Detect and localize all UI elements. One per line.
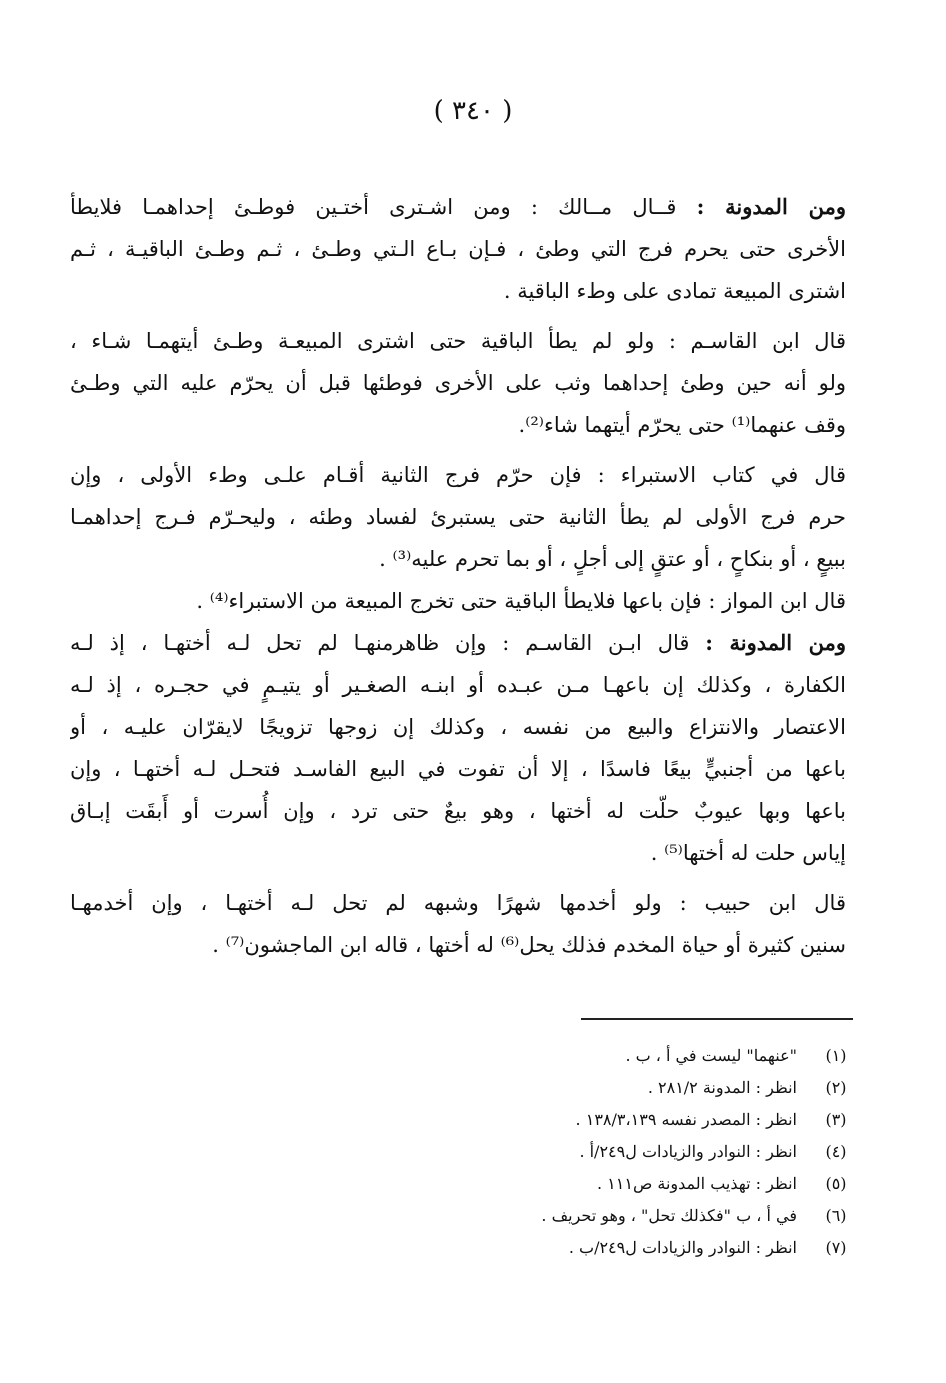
text-line: سنين كثيرة أو حياة المخدم فذلك يحل⁽⁶⁾ له أختها ، قاله ابن الماجشون⁽⁷⁾ . <box>212 933 846 957</box>
paragraph-lead: ومن المدونة : <box>696 194 846 219</box>
text-line: الكفارة ، وكذلك إن باعهـا مـن عبـده أو ابنـه الصغـير أو يتيـمٍ في حجـره ، إذ لـه <box>70 673 846 697</box>
footnote <box>300 1104 855 1136</box>
footnote <box>300 1200 855 1232</box>
text-line: قال ابن القاسـم : ولو لم يطأ الباقية حتى اشترى المبيعـة وطـئ أيتهمـا شـاء ، <box>70 329 846 353</box>
footnote <box>300 1072 855 1104</box>
footnote <box>300 1232 855 1264</box>
footnote-text: انظر : تهذيب المدونة ص١١١ . <box>597 1174 797 1193</box>
footnotes <box>300 1040 855 1264</box>
footnote-number: (٧) <box>825 1238 847 1257</box>
footnote <box>300 1136 855 1168</box>
footnote-number: (٤) <box>825 1142 847 1161</box>
paragraph-lead: ومن المدونة : <box>705 630 846 655</box>
text-line: إياس حلت له أختها⁽⁵⁾ . <box>650 841 846 865</box>
footnote-text: في أ ، ب "فكذلك تحل" ، وهو تحريف . <box>541 1206 797 1225</box>
footnote-text: انظر : المدونة ٢٨١/٢ . <box>647 1078 797 1097</box>
footnote-text: انظر : النوادر والزيادات ل٢٤٩/ب . <box>568 1238 797 1257</box>
text-line: الأخرى حتى يحرم فرج التي وطئ ، فـإن بـاع الـتي وطـئ ، ثـم وطـئ الباقيـة ، ثـم <box>70 237 846 261</box>
text-line: باعها من أجنبيٍّ بيعًا فاسدًا ، إلا أن تفوت في البيع الفاسـد فتحـل لـه أختهـا ، وإن <box>70 757 846 781</box>
footnote-number: (١) <box>825 1046 847 1065</box>
main-text <box>70 186 846 966</box>
text-line: قال ابن حبيب : ولو أخدمها شهرًا وشبهه لم تحل لـه أختهـا ، وإن أخدمهـا <box>70 891 846 915</box>
text-line: ببيعٍ ، أو بنكاحٍ ، أو عتقٍ إلى أجلٍ ، أو بما تحرم عليه⁽³⁾ . <box>379 547 846 571</box>
footnote-number: (٦) <box>825 1206 847 1225</box>
footnote-text: "عنهما" ليست في أ ، ب . <box>625 1046 797 1065</box>
footnote-separator <box>581 1018 853 1020</box>
text-line: ومن المدونة : قــال مــالك : ومن اشـترى أختـين فوطـئ إحداهمـا فلايطأ <box>70 194 846 219</box>
text-line: قال في كتاب الاستبراء : فإن حرّم فرج الثانية أقـام علـى وطء الأولى ، وإن <box>70 463 846 487</box>
text-line: ولو أنه حين وطئ إحداهما وثب على الأخرى فوطئها قبل أن يحرّم عليه التي وطـئ <box>70 371 846 395</box>
text-line: قال ابن المواز : فإن باعها فلايطأ الباقية حتى تخرج المبيعة من الاستبراء⁽⁴⁾ . <box>196 589 846 613</box>
text-line: الاعتصار والانتزاع والبيع من نفسه ، وكذلك إن زوجها تزويجًا لايقرّان عليـه ، أو <box>70 715 846 739</box>
page-number: ( ٣٤٠ ) <box>433 96 513 126</box>
footnote <box>300 1168 855 1200</box>
text-line: ومن المدونة : قال ابـن القاسـم : وإن ظاهرمنهـا لم تحل لـه أختهـا ، إذ لـه <box>70 630 846 655</box>
text-line: باعها وبها عيوبٌ حلّت له أختها ، وهو بيعٌ حتى ترد ، وإن أُسرت أو أَبقَت إبـاق <box>70 799 846 823</box>
footnote-number: (٥) <box>825 1174 847 1193</box>
text-line: حرم فرج الأولى لم يطأ الثانية حتى يستبرئ لفساد وطئه ، وليحـرّم فـرج إحداهمـا <box>70 505 846 529</box>
text-line: وقف عنهما⁽¹⁾ حتى يحرّم أيتهما شاء⁽²⁾. <box>518 413 846 437</box>
footnote <box>300 1040 855 1072</box>
footnote-number: (٢) <box>825 1078 847 1097</box>
footnote-number: (٣) <box>825 1110 847 1129</box>
text-line: اشترى المبيعة تمادى على وطء الباقية . <box>503 279 846 303</box>
footnote-text: انظر : المصدر نفسه ١٣٨/٣،١٣٩ . <box>575 1110 797 1129</box>
footnote-text: انظر : النوادر والزيادات ل٢٤٩/أ . <box>579 1142 797 1161</box>
